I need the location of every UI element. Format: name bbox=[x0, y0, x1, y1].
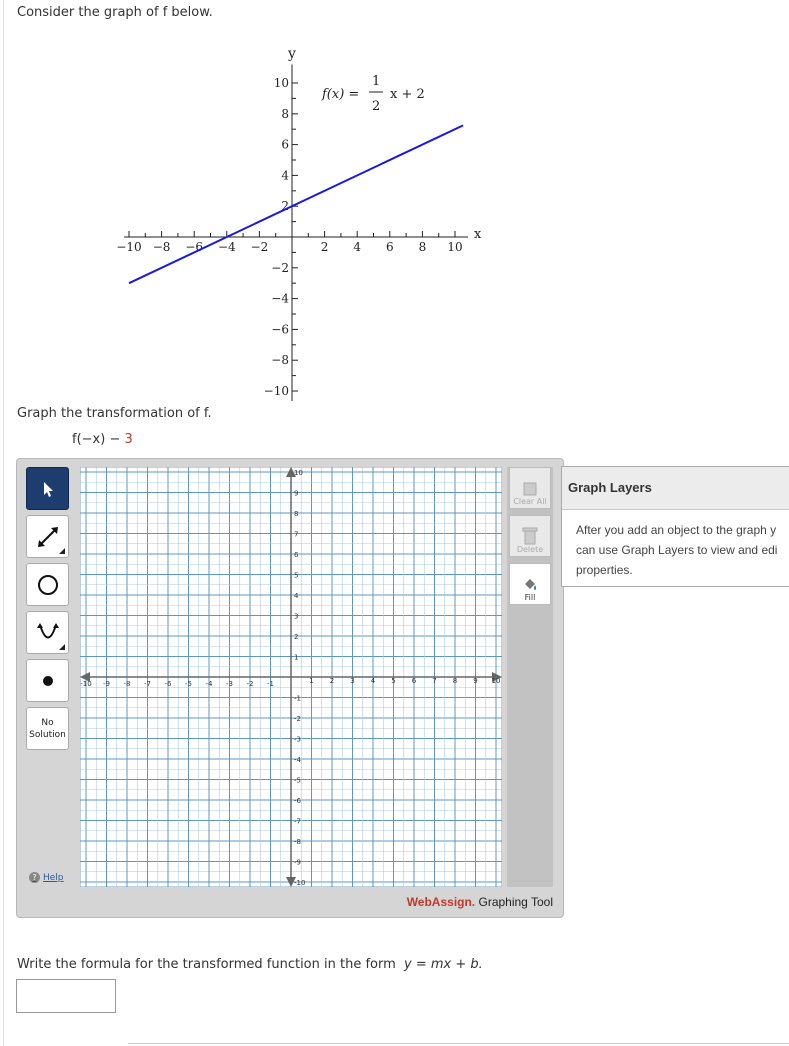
graph-prompt: Graph the transformation of f. bbox=[17, 406, 212, 421]
graph-layers-body bbox=[562, 510, 789, 580]
paint-bucket-icon bbox=[521, 575, 539, 593]
grid-y-tick-label: 7 bbox=[294, 530, 299, 539]
help-icon: ? bbox=[29, 872, 40, 883]
grid-y-tick-label: 4 bbox=[294, 592, 299, 600]
function-label-rest: x + 2 bbox=[390, 87, 425, 102]
graphing-tool-panel bbox=[16, 458, 564, 918]
grid-y-tick-label: 5 bbox=[294, 571, 299, 580]
grid-x-tick-label: -10 bbox=[80, 680, 92, 688]
point-icon bbox=[41, 674, 55, 688]
arrow-pointer-icon bbox=[39, 480, 57, 498]
transformation-shift: 3 bbox=[124, 432, 133, 447]
help-link[interactable] bbox=[29, 872, 64, 883]
grid-y-tick-label: -3 bbox=[294, 735, 301, 744]
formula-answer-input[interactable] bbox=[16, 979, 116, 1013]
grid-x-tick-label: -5 bbox=[185, 680, 192, 688]
left-border-rule bbox=[3, 0, 4, 1046]
parabola-icon bbox=[35, 620, 61, 646]
grid-y-tick-label: 8 bbox=[294, 510, 299, 518]
action-column bbox=[507, 467, 553, 887]
grid-y-tick-label: 1 bbox=[294, 653, 299, 662]
bottom-divider bbox=[128, 1043, 789, 1044]
grid-x-tick-label: -6 bbox=[164, 680, 172, 688]
y-tick-label: −8 bbox=[271, 353, 289, 368]
delete-label: Delete bbox=[516, 545, 544, 554]
graph-layers-line: properties. bbox=[576, 563, 633, 577]
graph-layers-line: can use Graph Layers to view and edi bbox=[576, 543, 778, 557]
formula-form: y = mx + b. bbox=[404, 957, 483, 972]
grid-y-tick-label: -5 bbox=[294, 776, 301, 785]
no-solution-button[interactable] bbox=[26, 707, 69, 750]
help-label: Help bbox=[43, 872, 64, 883]
x-tick-label: 8 bbox=[418, 240, 427, 254]
grid-x-tick-label: 10 bbox=[491, 677, 501, 685]
no-solution-label-1: No bbox=[41, 717, 54, 728]
circle-icon bbox=[35, 572, 61, 598]
grid-y-tick-label: 3 bbox=[294, 612, 299, 621]
grid-y-tick-label: -10 bbox=[294, 879, 306, 887]
no-solution-label-2: Solution bbox=[29, 729, 66, 740]
grid-x-tick-label: -7 bbox=[144, 680, 151, 688]
x-tick-label: −8 bbox=[152, 240, 171, 254]
y-tick-label: −4 bbox=[271, 291, 289, 306]
grid-x-tick-label: 2 bbox=[329, 677, 335, 685]
x-tick-label: −10 bbox=[116, 240, 142, 254]
y-tick-label: 4 bbox=[281, 168, 289, 183]
point-tool-button[interactable] bbox=[26, 659, 69, 702]
x-tick-label: −2 bbox=[250, 240, 269, 254]
formula-prompt-text: Write the formula for the transformed function in the form bbox=[17, 957, 396, 972]
grid-y-tick-label: -9 bbox=[294, 858, 301, 867]
function-label-name: f(x) = bbox=[322, 87, 360, 102]
x-tick-label: 2 bbox=[320, 240, 329, 254]
grid-x-tick-label: 4 bbox=[370, 677, 376, 685]
clear-all-icon bbox=[522, 481, 538, 497]
function-label-numerator: 1 bbox=[372, 74, 381, 89]
dropdown-corner-icon bbox=[59, 644, 65, 650]
grid-x-tick-label: -2 bbox=[246, 680, 254, 688]
y-tick-label: 10 bbox=[273, 76, 289, 90]
grid-x-tick-label: 9 bbox=[473, 677, 478, 685]
fill-button[interactable] bbox=[509, 563, 551, 605]
brand-web: WebAssign. bbox=[406, 895, 476, 909]
grid-x-tick-label: 5 bbox=[391, 677, 396, 685]
grid-y-tick-label: -4 bbox=[294, 756, 301, 764]
brand-rest: Graphing Tool bbox=[475, 895, 553, 909]
function-label-denominator: 2 bbox=[372, 99, 381, 114]
x-tick-label: 4 bbox=[353, 240, 362, 254]
graph-axes bbox=[124, 65, 468, 401]
grid-x-tick-label: 8 bbox=[452, 677, 458, 685]
y-tick-label: −10 bbox=[263, 384, 289, 398]
graph-layers-line: After you add an object to the graph y bbox=[576, 523, 777, 537]
x-tick-label: −6 bbox=[185, 240, 204, 254]
grid-x-tick-label: 1 bbox=[309, 677, 314, 685]
function-graph bbox=[110, 36, 490, 401]
grid-y-tick-label: -7 bbox=[294, 817, 301, 826]
grid-x-tick-label: -8 bbox=[123, 680, 131, 688]
trash-icon bbox=[522, 527, 538, 545]
y-tick-label: 2 bbox=[281, 199, 289, 214]
grid-y-tick-label: -8 bbox=[294, 838, 301, 846]
y-tick-label: 8 bbox=[281, 106, 289, 121]
clear-all-label: Clear All bbox=[513, 497, 547, 506]
graph-series bbox=[129, 125, 463, 283]
graph-layers-panel bbox=[561, 466, 789, 587]
grid-x-tick-label: 7 bbox=[432, 677, 437, 685]
y-tick-label: −6 bbox=[271, 322, 289, 337]
x-tick-label: 6 bbox=[385, 240, 394, 254]
delete-button[interactable] bbox=[509, 515, 551, 557]
pointer-tool-button[interactable] bbox=[26, 467, 69, 510]
grid-x-tick-label: -1 bbox=[267, 680, 274, 688]
line-segment-icon bbox=[35, 524, 61, 550]
graphing-grid[interactable] bbox=[80, 467, 502, 887]
grid-y-tick-label: 10 bbox=[294, 469, 303, 477]
grid-x-tick-label: -9 bbox=[103, 680, 110, 688]
y-tick-label: 6 bbox=[281, 137, 289, 152]
graph-layers-title[interactable]: Graph Layers bbox=[562, 467, 789, 510]
x-tick-label: −4 bbox=[217, 240, 236, 254]
transformation-base: f(−x) − bbox=[72, 432, 121, 447]
grid-y-tick-label: 9 bbox=[294, 489, 299, 498]
dropdown-corner-icon bbox=[59, 548, 65, 554]
formula-prompt bbox=[17, 957, 483, 972]
x-axis-label: x bbox=[474, 227, 482, 242]
grid-y-tick-label: -2 bbox=[294, 715, 301, 723]
grid-y-tick-label: -1 bbox=[294, 694, 301, 703]
y-tick-label: −2 bbox=[271, 260, 289, 275]
series-line bbox=[129, 125, 463, 283]
webassign-brand bbox=[407, 895, 553, 909]
circle-tool-button[interactable] bbox=[26, 563, 69, 606]
grid-x-tick-label: -4 bbox=[205, 680, 213, 688]
grid-x-tick-label: -3 bbox=[226, 680, 233, 688]
line-tool-button[interactable] bbox=[26, 515, 69, 558]
question-intro: Consider the graph of f below. bbox=[17, 5, 213, 20]
grid-y-tick-label: 6 bbox=[294, 551, 299, 559]
transformation-expression bbox=[72, 432, 133, 447]
grid-x-tick-label: 3 bbox=[350, 677, 355, 685]
clear-all-button[interactable] bbox=[509, 467, 551, 509]
grid-y-tick-label: -6 bbox=[294, 797, 301, 805]
function-label bbox=[321, 74, 425, 114]
grid-x-tick-label: 6 bbox=[411, 677, 417, 685]
y-axis-label: y bbox=[288, 46, 296, 62]
grid-y-tick-label: 2 bbox=[294, 633, 299, 641]
x-tick-label: 10 bbox=[447, 240, 463, 254]
parabola-tool-button[interactable] bbox=[26, 611, 69, 654]
fill-label: Fill bbox=[524, 593, 536, 602]
